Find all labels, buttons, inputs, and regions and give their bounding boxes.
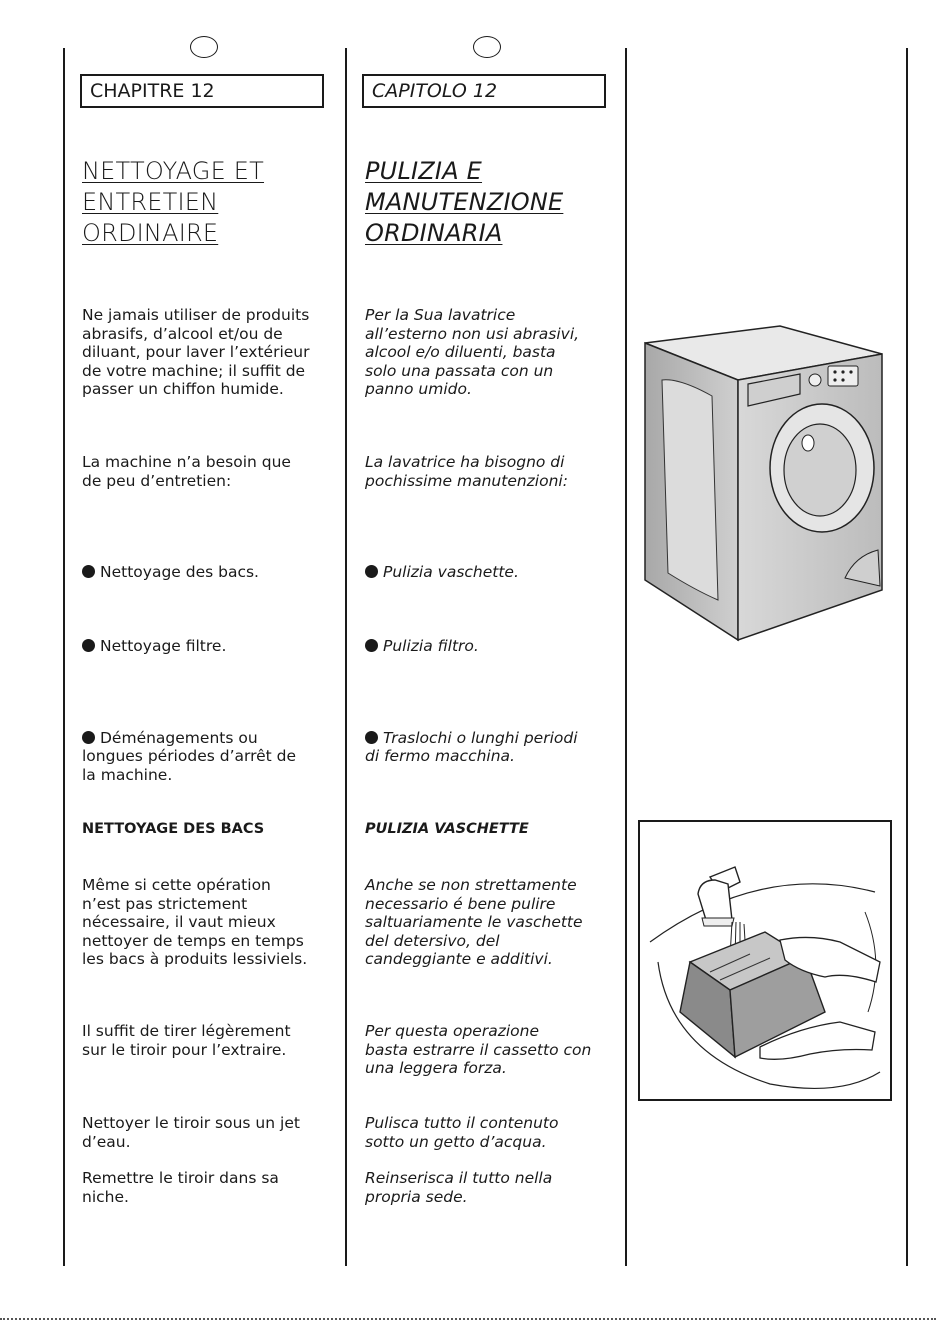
title-line: MANUTENZIONE — [365, 188, 564, 216]
bullet-text: Déménagements ou longues périodes d’arrêt de la machine. — [82, 728, 297, 784]
title-line: ORDINARIA — [365, 219, 503, 247]
section-heading-french: NETTOYAGE DES BACS — [82, 821, 265, 837]
column-rule-far-right — [906, 48, 908, 1266]
paragraph-french: Remettre le tiroir dans sa niche. — [82, 1169, 279, 1206]
title-line: ENTRETIEN — [82, 188, 219, 216]
page-title-french — [82, 156, 264, 249]
title-line: NETTOYAGE ET — [82, 157, 265, 185]
title-line: ORDINAIRE — [82, 219, 219, 247]
language-marker-french — [190, 36, 218, 58]
column-rule-middle — [345, 48, 347, 1266]
bullet-item-italian — [365, 710, 625, 766]
bullet-item-french — [82, 618, 342, 655]
title-line: PULIZIA E — [365, 157, 483, 185]
intro-text-italian: Per la Sua lavatrice all’esterno non usi abrasivi, alcool e/o diluenti, basta solo una passata con un panno umido. — [365, 306, 580, 398]
paragraph-italian: Anche se non strettamente necessario é bene pulire saltuariamente le vaschette del detersivo, del candeggiante e additivi. — [365, 876, 583, 968]
bullet-item-italian — [365, 544, 625, 581]
bullet-item-italian — [365, 618, 625, 655]
bullet-text: Nettoyage filtre. — [100, 636, 227, 655]
bullet-item-french — [82, 710, 342, 784]
bullet-icon — [365, 565, 378, 578]
paragraph-italian: Per questa operazione basta estrarre il cassetto con una leggera forza. — [365, 1022, 592, 1077]
intro-text-french: Ne jamais utiliser de produits abrasifs, d’alcool et/ou de diluant, pour laver l’extérieur de votre machine; il suffit de passer un chiffon humide. — [82, 306, 310, 398]
paragraph-italian: Reinserisca il tutto nella propria sede. — [365, 1169, 553, 1206]
paragraph-french: Même si cette opération n’est pas strictement nécessaire, il vaut mieux nettoyer de temps en temps les bacs à produits lessiviels. — [82, 876, 308, 968]
bullet-text: Pulizia vaschette. — [383, 562, 519, 581]
page-title-italian — [365, 156, 563, 249]
maintenance-need-french: La machine n’a besoin que de peu d’entretien: — [82, 453, 291, 490]
language-marker-italian — [473, 36, 501, 58]
bullet-icon — [82, 731, 95, 744]
bullet-icon — [82, 565, 95, 578]
drawer-illustration-frame — [638, 820, 892, 1101]
column-rule-left — [63, 48, 65, 1266]
bullet-text: Nettoyage des bacs. — [100, 562, 259, 581]
washing-machine-icon — [640, 318, 885, 643]
bullet-item-french — [82, 544, 342, 581]
bullet-text: Traslochi o lunghi periodi di fermo macchina. — [365, 728, 578, 765]
paragraph-french: Nettoyer le tiroir sous un jet d’eau. — [82, 1114, 300, 1151]
bullet-icon — [365, 731, 378, 744]
bullet-icon — [82, 639, 95, 652]
bullet-text: Pulizia filtro. — [383, 636, 479, 655]
bullet-icon — [365, 639, 378, 652]
section-heading-italian: PULIZIA VASCHETTE — [365, 821, 529, 837]
page-bottom-cut-line — [0, 1318, 936, 1320]
paragraph-french: Il suffit de tirer légèrement sur le tiroir pour l’extraire. — [82, 1022, 291, 1059]
chapter-label-italian: CAPITOLO 12 — [362, 74, 606, 108]
paragraph-italian: Pulisca tutto il contenuto sotto un getto d’acqua. — [365, 1114, 559, 1151]
chapter-label-french: CHAPITRE 12 — [80, 74, 324, 108]
maintenance-need-italian: La lavatrice ha bisogno di pochissime manutenzioni: — [365, 453, 568, 490]
detergent-drawer-rinse-icon — [640, 822, 890, 1099]
column-rule-right — [625, 48, 627, 1266]
